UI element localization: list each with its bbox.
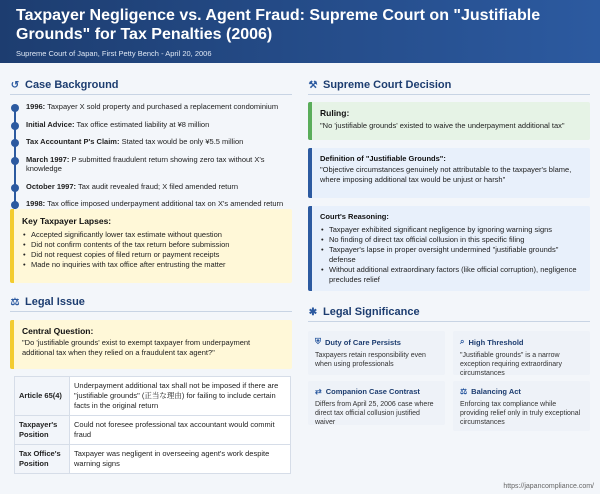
decision-title: Supreme Court Decision [323,79,452,91]
timeline-label: 1996: [26,102,46,111]
card-title-text: Duty of Care Persists [325,337,401,347]
puzzle-icon: ✱ [308,306,318,318]
significance-card-companion [308,381,445,425]
divider [308,94,590,95]
significance-card-duty [308,331,445,375]
balance-scale-icon: ⚖ [10,296,20,308]
timeline-label: Tax Accountant P's Claim: [26,137,120,146]
definition-box [308,148,590,198]
table-key: Taxpayer's Position [15,416,70,445]
reasoning-item: • Taxpayer's lapse in proper oversight undermined "justifiable grounds" defense [320,245,582,265]
timeline-text: Taxpayer X sold property and purchased a replacement condominium [47,102,279,111]
legal-issue-table [14,376,291,474]
timeline-dot [11,139,19,147]
table-value: Taxpayer was negligent in overseeing agent's work despite warning signs [70,445,291,474]
decision-heading [308,79,451,91]
key-lapses-box [10,209,292,283]
timeline-text: Tax office estimated liability at ¥8 million [76,119,210,129]
central-question-title: Central Question: [22,326,94,336]
table-row [15,445,291,474]
timeline-dot [11,122,19,130]
table-key: Article 65(4) [15,377,70,416]
exchange-icon: ⇄ [315,387,322,396]
divider [10,94,292,95]
lapse-item: • Did not request copies of filed return or payment receipts [22,250,284,260]
significance-heading [308,306,420,318]
history-icon: ↺ [10,79,20,91]
case-background-heading [10,79,119,91]
timeline-item [14,155,290,174]
card-title-text: High Threshold [468,337,524,347]
ruling-box [308,102,590,140]
key-lapses-list [22,230,284,270]
card-title [460,337,583,347]
timeline-dot [11,157,19,165]
timeline-item [14,182,290,192]
search-icon: ⌕ [460,337,465,346]
timeline-item [14,199,290,209]
card-title [315,387,438,396]
page-title: Taxpayer Negligence vs. Agent Fraud: Supreme Court on "Justifiable Grounds" for Tax Penalties (2006) [16,7,541,43]
timeline-text: Tax office imposed underpayment additional tax on X's amended return [47,199,284,208]
case-background-title: Case Background [25,79,119,91]
significance-card-balancing [453,381,590,431]
central-question-box [10,320,292,369]
card-title-text: Companion Case Contrast [325,387,420,396]
card-text: Differs from April 25, 2006 case where direct tax official collusion justified waiver [315,401,434,426]
timeline-item [14,137,290,147]
reasoning-title: Court's Reasoning: [320,212,389,221]
timeline-dot [11,104,19,112]
legal-issue-heading [10,296,85,308]
timeline-label: 1998: [26,199,46,208]
table-value: Could not foresee professional tax accountant would commit fraud [70,416,291,445]
card-text: Taxpayers retain responsibility even when using professionals [315,352,426,368]
timeline-dot [11,184,19,192]
timeline-item [14,120,290,130]
case-timeline [14,102,290,209]
legal-issue-title: Legal Issue [25,296,85,308]
page-subtitle: Supreme Court of Japan, First Petty Bench - April 20, 2006 [16,49,212,58]
card-title-text: Balancing Act [471,387,521,396]
reasoning-box [308,206,590,291]
card-text: "Justifiable grounds" is a narrow exception requiring extraordinary circumstances [460,352,562,377]
definition-text: "Objective circumstances genuinely not attributable to the taxpayer's blame, where imposing additional tax would be unjust or harsh" [320,165,572,184]
header-banner [0,0,600,63]
shield-icon: ⛨ [315,337,321,346]
table-value: Underpayment additional tax shall not be imposed if there are "justifiable grounds" (正当な理由) for failing to include certain facts in the original return [70,377,291,416]
lapse-item: • Made no inquiries with tax office after entrusting the matter [22,260,284,270]
card-text: Enforcing tax compliance while providing relief only in truly exceptional circumstances [460,401,581,426]
reasoning-list [320,225,582,285]
lapse-item: • Did not confirm contents of the tax return before submission [22,240,284,250]
reasoning-item: • Taxpayer exhibited significant negligence by ignoring warning signs [320,225,582,235]
table-row [15,416,291,445]
table-row [15,377,291,416]
timeline-label: Initial Advice: [26,119,75,129]
significance-title: Legal Significance [323,306,420,318]
timeline-label: March 1997: [26,154,70,164]
divider [308,321,590,322]
card-title [460,387,583,396]
balance-icon: ⚖ [460,387,468,396]
ruling-text: "No 'justifiable grounds' existed to waive the underpayment additional tax" [320,121,565,130]
divider [10,311,292,312]
reasoning-item: • Without additional extraordinary factors (like official corruption), negligence precludes relief [320,265,582,285]
table-key: Tax Office's Position [15,445,70,474]
timeline-text: Stated tax would be only ¥5.5 million [121,137,244,146]
central-question-text: "Do 'justifiable grounds' exist to exempt taxpayer from underpayment additional tax when they relied on a fraudulent tax agent?" [22,338,251,357]
significance-card-threshold [453,331,590,375]
card-title [315,337,438,347]
gavel-icon: ⚒ [308,79,318,91]
ruling-title: Ruling: [320,108,350,118]
timeline-text: Tax audit revealed fraud; X filed amended return [77,181,239,191]
key-lapses-title: Key Taxpayer Lapses: [22,216,112,226]
timeline-text: P submitted fraudulent return showing zero tax without X's knowledge [26,154,265,173]
reasoning-item: • No finding of direct tax official collusion in this specific filing [320,235,582,245]
lapse-item: • Accepted significantly lower tax estimate without question [22,230,284,240]
footer-url: https://japancompliance.com/ [503,483,594,490]
timeline-item [14,102,290,112]
timeline-dot [11,201,19,209]
timeline-label: October 1997: [26,181,77,191]
definition-title: Definition of "Justifiable Grounds": [320,154,446,163]
